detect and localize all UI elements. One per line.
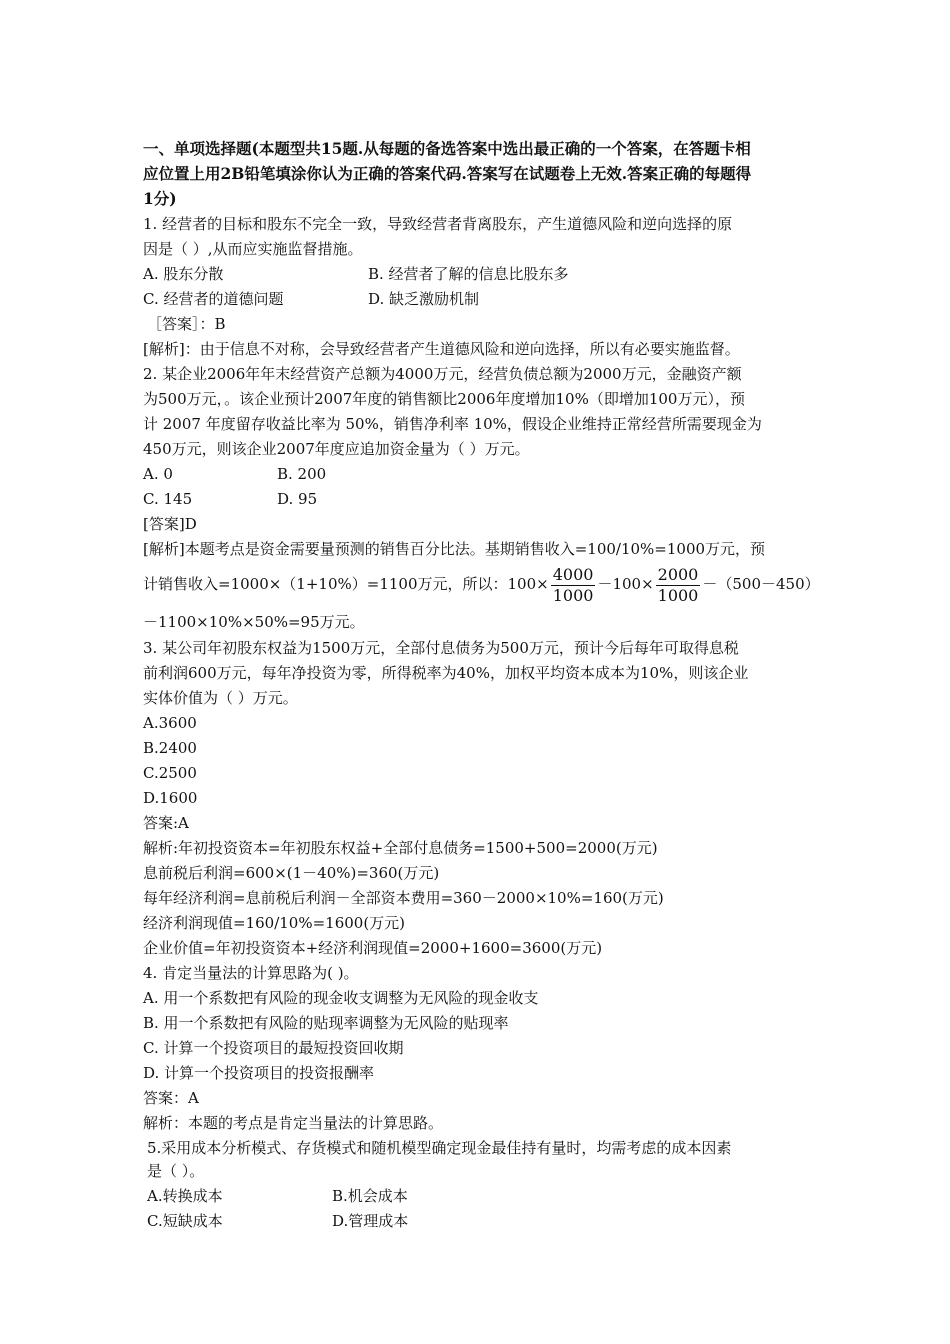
q4-stem: 4. 肯定当量法的计算思路为( )。 — [143, 964, 359, 982]
q2-stem-line-1: 2. 某企业2006年年末经营资产总额为4000万元，经营负债总额为2000万元，金融资产额 — [143, 365, 742, 383]
q2-fraction-2-numerator: 2000 — [657, 564, 699, 584]
q5-option-b: B.机会成本 — [332, 1187, 408, 1205]
q4-option-d: D. 计算一个投资项目的投资报酬率 — [143, 1064, 375, 1082]
q5-option-a: A.转换成本 — [147, 1187, 223, 1205]
q2-stem-line-3: 计 2007 年度留存收益比率为 50%，销售净利率 10%，假设企业维持正常经营所需要现金为 — [143, 415, 762, 433]
q1-stem-line-1: 1. 经营者的目标和股东不完全一致，导致经营者背离股东，产生道德风险和逆向选择的原 — [143, 215, 733, 233]
q2-fraction-2 — [656, 565, 701, 606]
q2-stem-line-4: 450万元，则该企业2007年度应追加资金量为（ ）万元。 — [143, 440, 530, 458]
q3-analysis-line-3: 每年经济利润=息前税后利润－全部资本费用=360－2000×10%=160(万元) — [143, 889, 664, 907]
q5-option-c: C.短缺成本 — [147, 1212, 223, 1230]
q2-stem-line-2: 为500万元，。该企业预计2007年度的销售额比2006年度增加10%（即增加100万元），预 — [143, 390, 745, 408]
q2-fraction-1 — [551, 565, 596, 606]
q3-analysis-line-4: 经济利润现值=160/10%=1600(万元) — [143, 914, 406, 932]
section-header-line-3: 1分) — [143, 189, 177, 208]
q3-option-b: B.2400 — [143, 739, 197, 757]
q1-option-b: B. 经营者了解的信息比股东多 — [368, 265, 569, 283]
q3-option-a: A.3600 — [143, 714, 197, 732]
q3-stem-line-2: 前利润600万元，每年净投资为零，所得税率为40%，加权平均资本成本为10%，则该企业 — [143, 664, 749, 682]
q4-option-b: B. 用一个系数把有风险的贴现率调整为无风险的贴现率 — [143, 1014, 509, 1032]
q5-stem-line-1: 5.采用成本分析模式、存货模式和随机模型确定现金最佳持有量时，均需考虑的成本因素 — [147, 1139, 732, 1157]
q3-analysis-line-1: 解析:年初投资资本=年初股东权益+全部付息债务=1500+500=2000(万元) — [143, 839, 658, 857]
q2-analysis-line-3: －1100×10%×50%=95万元。 — [143, 613, 365, 631]
q1-answer: ［答案］：B — [147, 315, 226, 333]
q2-fraction-1-numerator: 4000 — [552, 564, 594, 584]
q2-formula-suffix: －（500－450） — [702, 575, 820, 593]
q4-analysis: 解析：本题的考点是肯定当量法的计算思路。 — [143, 1114, 444, 1132]
q3-analysis-line-5: 企业价值=年初投资资本+经济利润现值=2000+1600=3600(万元) — [143, 939, 603, 957]
q2-fraction-2-denominator: 1000 — [657, 585, 699, 605]
q1-option-c: C. 经营者的道德问题 — [143, 290, 284, 308]
q2-fraction-1-denominator: 1000 — [552, 585, 594, 605]
q3-stem-line-1: 3. 某公司年初股东权益为1500万元，全部付息债务为500万元，预计今后每年可取得息税 — [143, 639, 739, 657]
section-header-line-1: 一、单项选择题(本题型共15题.从每题的备选答案中选出最正确的一个答案，在答题卡相 — [143, 139, 751, 158]
q5-option-d: D.管理成本 — [332, 1212, 409, 1230]
q3-option-d: D.1600 — [143, 789, 198, 807]
q2-formula-prefix: 计销售收入=1000×（1+10%）=1100万元，所以：100× — [143, 575, 549, 593]
q2-option-a: A. 0 — [143, 465, 173, 483]
q2-analysis-line-1: [解析]本题考点是资金需要量预测的销售百分比法。基期销售收入=100/10%=1000万元，预 — [143, 540, 766, 558]
q2-analysis-formula-line — [143, 562, 820, 606]
q2-option-d: D. 95 — [277, 490, 318, 508]
q4-option-c: C. 计算一个投资项目的最短投资回收期 — [143, 1039, 404, 1057]
q1-analysis: [解析]：由于信息不对称，会导致经营者产生道德风险和逆向选择，所以有必要实施监督。 — [143, 340, 740, 358]
q2-answer: [答案]D — [143, 515, 197, 533]
q2-option-b: B. 200 — [277, 465, 327, 483]
q1-option-d: D. 缺乏激励机制 — [368, 290, 480, 308]
q2-option-c: C. 145 — [143, 490, 193, 508]
q2-formula-middle: －100× — [597, 575, 654, 593]
q4-answer: 答案：A — [143, 1089, 199, 1107]
q3-analysis-line-2: 息前税后利润=600×(1－40%)=360(万元) — [143, 864, 440, 882]
section-header-line-2: 应位置上用2B铅笔填涂你认为正确的答案代码.答案写在试题卷上无效.答案正确的每题得 — [143, 164, 752, 183]
q3-option-c: C.2500 — [143, 764, 197, 782]
q1-stem-line-2: 因是（ ）,从而应实施监督措施。 — [143, 240, 363, 258]
q3-answer: 答案:A — [143, 814, 189, 832]
q4-option-a: A. 用一个系数把有风险的现金收支调整为无风险的现金收支 — [143, 989, 539, 1007]
q3-stem-line-3: 实体价值为（ ）万元。 — [143, 689, 298, 707]
q1-option-a: A. 股东分散 — [143, 265, 224, 283]
q5-stem-line-2: 是（ ）。 — [147, 1162, 205, 1180]
